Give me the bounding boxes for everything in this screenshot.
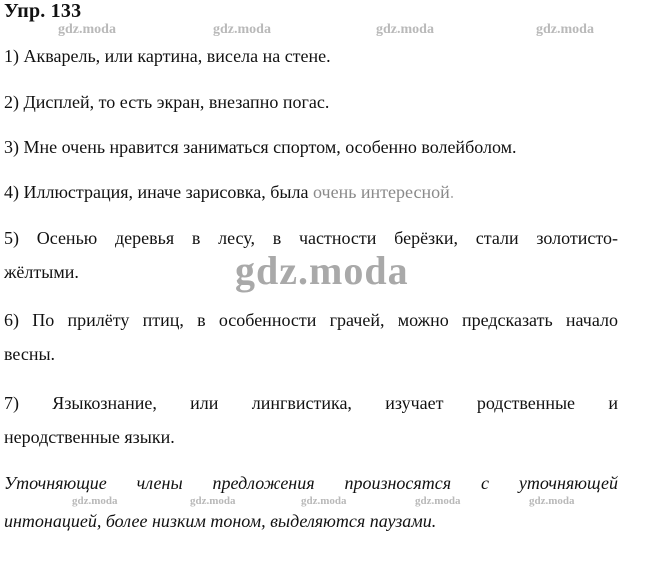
sentence-6-line-1: 6) По прилёту птиц, в особенности грачей, можно предсказать начало <box>4 310 618 330</box>
watermark: gdz.moda <box>536 22 594 37</box>
sentence-1: 1) Акварель, или картина, висела на стене. <box>4 46 331 66</box>
sentence-7-line-1: 7) Языкознание, или лингвистика, изучает родственные и <box>4 393 618 413</box>
sentence-5-line-2: жёлтыми. <box>4 262 79 282</box>
sentence-4 <box>4 174 618 210</box>
sentence-4-main: 4) Иллюстрация, иначе зарисовка, была <box>4 182 313 202</box>
watermark-large: gdz.moda <box>235 248 409 293</box>
watermark: gdz.moda <box>213 22 271 37</box>
rule-note-line-1: Уточняющие члены предложения произносятся с уточняющей <box>4 473 618 493</box>
exercise-title: Упр. 133 <box>4 0 82 22</box>
watermark: gdz.moda <box>529 495 575 507</box>
sentence-5-line-1: 5) Осенью деревья в лесу, в частности берёзки, стали золотисто- <box>4 228 618 248</box>
sentence-3: 3) Мне очень нравится заниматься спортом, особенно волейболом. <box>4 137 517 157</box>
sentence-6-line-2: весны. <box>4 344 56 364</box>
sentence-2: 2) Дисплей, то есть экран, внезапно погас. <box>4 92 330 112</box>
sentence-4-faded: очень интересной <box>313 182 450 202</box>
sentence-7-line-2: неродственные языки. <box>4 427 175 447</box>
watermark: gdz.moda <box>301 495 347 507</box>
watermark: gdz.moda <box>190 495 236 507</box>
watermark: gdz.moda <box>72 495 118 507</box>
watermark: gdz.moda <box>376 22 434 37</box>
watermark: gdz.moda <box>58 22 116 37</box>
rule-note-line-2: интонацией, более низким тоном, выделяются паузами. <box>4 511 437 531</box>
watermark: gdz.moda <box>415 495 461 507</box>
sentence-4-end: . <box>449 182 455 202</box>
